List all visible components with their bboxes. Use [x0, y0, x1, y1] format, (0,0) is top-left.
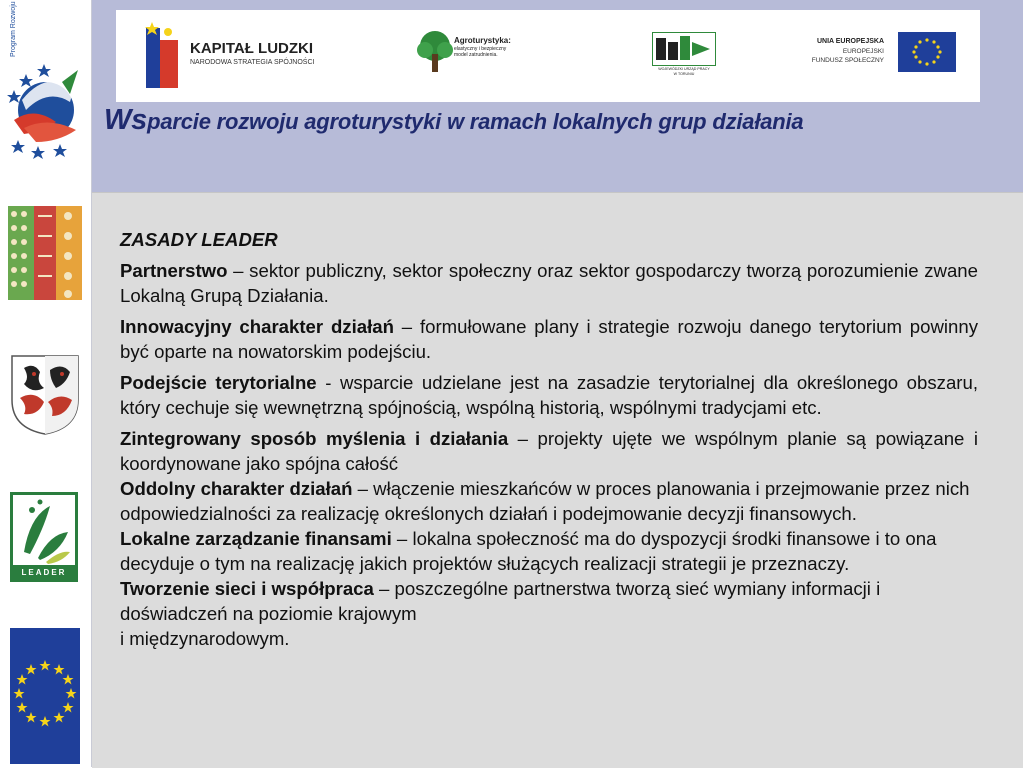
principle-term: Innowacyjny charakter działań [120, 316, 394, 337]
principle-item [120, 576, 978, 626]
leader-label: LEADER [21, 568, 67, 577]
principle-text: – poszczególne partnerstwa tworzą sieć wymiany informacji i doświadczeń na poziomie krajowym [120, 578, 881, 624]
eu-line: EUROPEJSKI [842, 48, 884, 55]
leader-pattern-icon [8, 206, 82, 300]
principle-text: – włączenie mieszkańców w proces planowania i przejmowanie przez nich odpowiedzialności za realizację określonych działań i podejmowanie decyzji finansowych. [120, 478, 970, 524]
principle-item [120, 426, 978, 476]
coat-of-arms-logo [10, 354, 80, 436]
principle-term: Partnerstwo [120, 260, 228, 281]
leader-logo [10, 492, 78, 582]
wup-emblem-icon [652, 32, 716, 66]
principle-text: – projekty ujęte we wspólnym planie są powiązane i koordynowane jako spójna całość [120, 428, 978, 474]
eu-flag-logo [10, 628, 80, 764]
wup-text: WOJEWÓDZKI URZĄD PRACY [658, 67, 710, 71]
header [92, 0, 1023, 192]
wup-logo [652, 32, 716, 78]
tree-icon [416, 30, 454, 74]
principle-text: - wsparcie udzielane jest na zasadzie terytorialnej dla określonego obszaru, który cechuje się wewnętrzną spójnością, wspólną historią, wspólnymi tradycjami etc. [120, 372, 979, 418]
eu-flag-icon [10, 628, 80, 764]
agro-subtitle: elastyczny i bezpieczny [454, 46, 507, 52]
principle-item [120, 370, 978, 420]
prow-line: Rozwoju [10, 1, 17, 29]
agroturystyka-logo [416, 30, 536, 86]
principle-item [120, 314, 978, 364]
coat-of-arms-icon [10, 354, 80, 436]
principle-item [120, 258, 978, 308]
wup-text: W TORUNIU [673, 72, 695, 76]
principle-term: Lokalne zarządzanie finansami [120, 528, 392, 549]
principle-item [120, 526, 978, 576]
eu-line: UNIA EUROPEJSKA [816, 38, 884, 45]
title-rest: parcie rozwoju agroturystyki w ramach lokalnych grup działania [147, 109, 804, 134]
principle-text: – formułowane plany i strategie rozwoju danego terytorium powinny być oparte na nowatorskim podejściu. [120, 316, 978, 362]
prow-text [10, 0, 18, 57]
kapital-ludzki-emblem-icon [140, 20, 184, 92]
eu-line: FUNDUSZ SPOŁECZNY [811, 57, 884, 64]
kapital-ludzki-title: KAPITAŁ LUDZKI [190, 40, 314, 57]
prow-logo [4, 1, 88, 160]
section-heading: ZASADY LEADER [120, 229, 278, 250]
principle-item [120, 476, 978, 526]
kapital-ludzki-logo [140, 18, 330, 94]
principle-term: Oddolny charakter działań [120, 478, 353, 499]
principle-term: Zintegrowany sposób myślenia i działania [120, 428, 509, 449]
prow-line: Program [10, 30, 17, 57]
agro-title: Agroturystyka: [454, 36, 511, 45]
agro-subtitle: model zatrudnienia. [454, 52, 498, 58]
content-panel [92, 192, 1023, 768]
principle-item [120, 626, 978, 651]
pattern-logo [8, 206, 82, 300]
slide-title [104, 104, 803, 137]
logo-bar [116, 10, 980, 102]
eu-efs-logo [806, 32, 956, 76]
sidebar [0, 0, 92, 767]
eu-flag-small-icon [898, 32, 956, 72]
principle-term: Tworzenie sieci i współpraca [120, 578, 374, 599]
principle-text: i międzynarodowym. [120, 628, 290, 649]
principle-term: Podejście terytorialne [120, 372, 317, 393]
principle-text: – sektor publiczny, sektor społeczny oraz sektor gospodarczy tworzą porozumienie zwane Lokalną Grupą Działania. [120, 260, 978, 306]
leader-principles [120, 227, 978, 651]
title-initial: Ws [104, 104, 148, 136]
kapital-ludzki-subtitle: NARODOWA STRATEGIA SPÓJNOŚCI [190, 59, 315, 66]
principle-text: – lokalna społeczność ma do dyspozycji środki finansowe i to ona decyduje o tym na realizację jakich projektów służących realizacji strategii je przeznaczy. [120, 528, 937, 574]
